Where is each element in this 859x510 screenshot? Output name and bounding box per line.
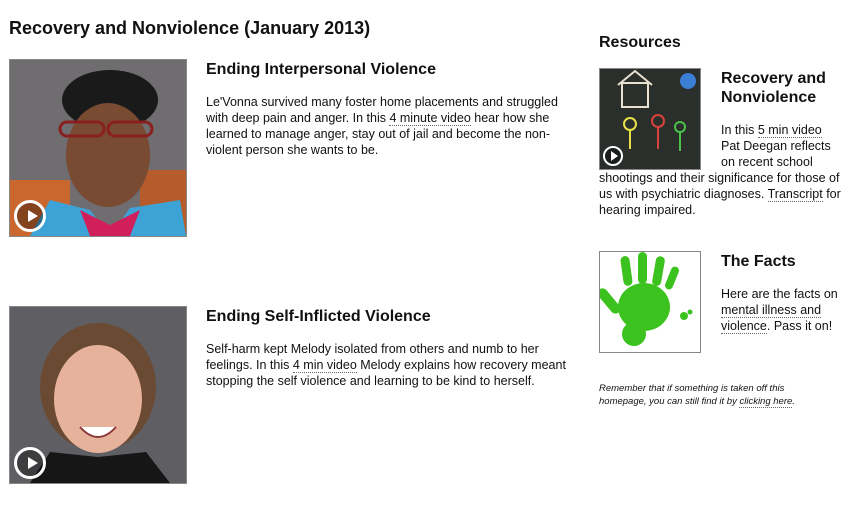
handprint-icon <box>600 252 700 352</box>
archive-note: Remember that if something is taken off this homepage, you can still find it by clicking here. <box>599 383 795 407</box>
transcript-link[interactable]: Transcript <box>767 187 823 201</box>
resource-text-end: shootings and their significance for those of us with psychiatric diagnoses. Transcript for hearing impaired. <box>599 171 841 217</box>
story-heading: Ending Self-Inflicted Violence <box>206 308 431 325</box>
video-thumbnail-melody[interactable] <box>9 306 187 484</box>
story-text: Le'Vonna survived many foster home placements and struggled with deep pain and anger. In this 4 minute video hear how she learned to manage anger, stay out of jail and become the non-violent person she wants to be. <box>206 95 558 157</box>
resource-title: Recovery and Nonviolence <box>721 70 826 106</box>
story-heading: Ending Interpersonal Violence <box>206 61 436 78</box>
play-icon[interactable] <box>14 200 46 232</box>
video-link[interactable]: 5 min video <box>757 123 822 137</box>
resources-heading: Resources <box>599 34 681 51</box>
resource-title: The Facts <box>721 253 796 270</box>
archive-link[interactable]: clicking here <box>739 396 793 407</box>
resource-text-start: In this 5 min video <box>721 123 822 137</box>
resource-text-continue: Pat Deegan reflects on recent school <box>721 139 831 169</box>
page-title: Recovery and Nonviolence (January 2013) <box>9 18 371 38</box>
resource-text: Here are the facts on mental illness and violence. Pass it on! <box>721 287 838 333</box>
video-link[interactable]: 4 minute video <box>389 111 471 125</box>
video-thumbnail-pat-deegan[interactable] <box>599 68 701 170</box>
video-link[interactable]: 4 min video <box>292 358 357 372</box>
video-thumbnail-levonna[interactable] <box>9 59 187 237</box>
handprint-image[interactable] <box>599 251 701 353</box>
facts-link[interactable]: mental illness and violence <box>721 303 822 333</box>
story-text: Self-harm kept Melody isolated from others and numb to her feelings. In this 4 min video Melody explains how recovery meant stopping the self violence and learning to be kind to herself. <box>206 342 566 388</box>
play-icon[interactable] <box>603 146 623 166</box>
play-icon[interactable] <box>14 447 46 479</box>
